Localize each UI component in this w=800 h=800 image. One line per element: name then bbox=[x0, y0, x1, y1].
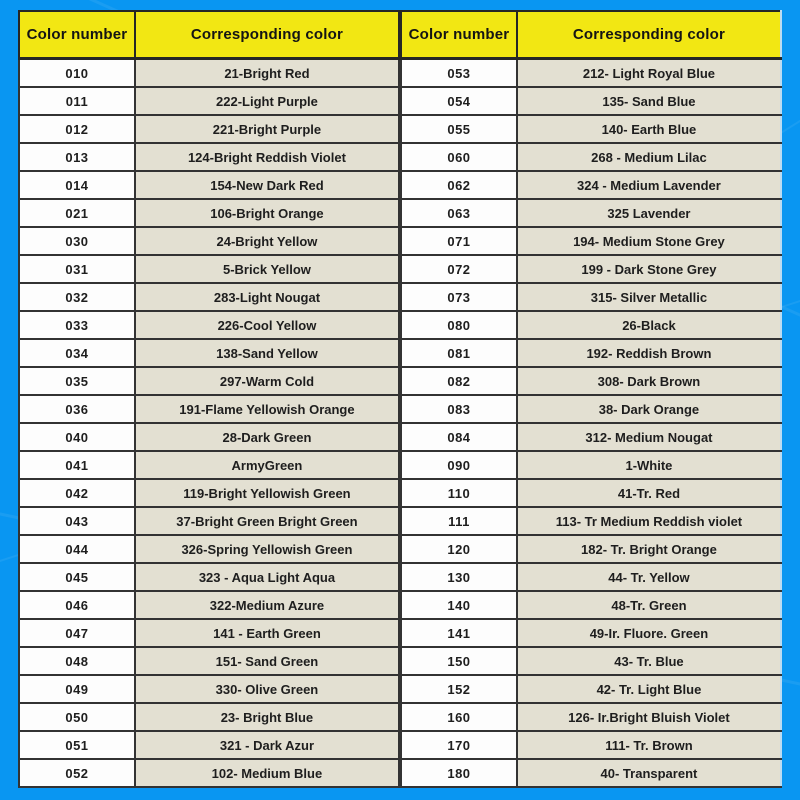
color-number-cell: 111 bbox=[401, 507, 517, 535]
color-number-cell: 030 bbox=[19, 227, 135, 255]
color-number-cell: 150 bbox=[401, 647, 517, 675]
corresponding-color-cell: 199 - Dark Stone Grey bbox=[517, 255, 781, 283]
corresponding-color-cell: 24-Bright Yellow bbox=[135, 227, 399, 255]
table-row bbox=[401, 311, 781, 339]
table-row bbox=[19, 535, 399, 563]
table-row bbox=[19, 451, 399, 479]
corresponding-color-cell: 44- Tr. Yellow bbox=[517, 563, 781, 591]
color-number-cell: 060 bbox=[401, 143, 517, 171]
table-row bbox=[19, 171, 399, 199]
table-row bbox=[401, 227, 781, 255]
table-row bbox=[401, 479, 781, 507]
corresponding-color-cell: 138-Sand Yellow bbox=[135, 339, 399, 367]
color-number-cell: 084 bbox=[401, 423, 517, 451]
corresponding-color-cell: 297-Warm Cold bbox=[135, 367, 399, 395]
color-number-cell: 041 bbox=[19, 451, 135, 479]
color-conversion-tables bbox=[18, 10, 782, 788]
color-number-cell: 045 bbox=[19, 563, 135, 591]
corresponding-color-cell: 40- Transparent bbox=[517, 759, 781, 787]
color-number-cell: 031 bbox=[19, 255, 135, 283]
table-row bbox=[19, 563, 399, 591]
table-header-row bbox=[19, 11, 399, 59]
table-row bbox=[401, 171, 781, 199]
table-row bbox=[401, 423, 781, 451]
corresponding-color-cell: 323 - Aqua Light Aqua bbox=[135, 563, 399, 591]
color-number-cell: 110 bbox=[401, 479, 517, 507]
table-row bbox=[401, 59, 781, 88]
table-row bbox=[401, 731, 781, 759]
table-row bbox=[401, 143, 781, 171]
corresponding-color-cell: 23- Bright Blue bbox=[135, 703, 399, 731]
corresponding-color-cell: 106-Bright Orange bbox=[135, 199, 399, 227]
table-row bbox=[19, 703, 399, 731]
table-row bbox=[401, 563, 781, 591]
color-number-cell: 043 bbox=[19, 507, 135, 535]
table-row bbox=[19, 423, 399, 451]
table-row bbox=[19, 227, 399, 255]
corresponding-color-cell: 325 Lavender bbox=[517, 199, 781, 227]
table-row bbox=[19, 367, 399, 395]
table-row bbox=[401, 591, 781, 619]
corresponding-color-cell: 42- Tr. Light Blue bbox=[517, 675, 781, 703]
color-number-cell: 170 bbox=[401, 731, 517, 759]
corresponding-color-cell: 312- Medium Nougat bbox=[517, 423, 781, 451]
table-row bbox=[19, 311, 399, 339]
corresponding-color-cell: 283-Light Nougat bbox=[135, 283, 399, 311]
color-number-cell: 081 bbox=[401, 339, 517, 367]
corresponding-color-cell: 113- Tr Medium Reddish violet bbox=[517, 507, 781, 535]
corresponding-color-cell: 102- Medium Blue bbox=[135, 759, 399, 787]
corresponding-color-cell: 154-New Dark Red bbox=[135, 171, 399, 199]
color-number-cell: 072 bbox=[401, 255, 517, 283]
table-row bbox=[19, 283, 399, 311]
table-row bbox=[19, 255, 399, 283]
corresponding-color-cell: 135- Sand Blue bbox=[517, 87, 781, 115]
corresponding-color-cell: 194- Medium Stone Grey bbox=[517, 227, 781, 255]
table-row bbox=[19, 619, 399, 647]
table-row bbox=[19, 143, 399, 171]
table-row bbox=[401, 507, 781, 535]
color-number-cell: 090 bbox=[401, 451, 517, 479]
corresponding-color-cell: 268 - Medium Lilac bbox=[517, 143, 781, 171]
table-row bbox=[401, 339, 781, 367]
table-row bbox=[401, 451, 781, 479]
corresponding-color-cell: 315- Silver Metallic bbox=[517, 283, 781, 311]
column-header-corresponding-color: Corresponding color bbox=[135, 11, 399, 59]
color-number-cell: 160 bbox=[401, 703, 517, 731]
table-row bbox=[401, 647, 781, 675]
color-number-cell: 049 bbox=[19, 675, 135, 703]
color-number-cell: 042 bbox=[19, 479, 135, 507]
corresponding-color-cell: 322-Medium Azure bbox=[135, 591, 399, 619]
table-row bbox=[19, 731, 399, 759]
corresponding-color-cell: 222-Light Purple bbox=[135, 87, 399, 115]
table-row bbox=[19, 115, 399, 143]
table-row bbox=[401, 283, 781, 311]
corresponding-color-cell: 182- Tr. Bright Orange bbox=[517, 535, 781, 563]
color-table-left bbox=[18, 10, 400, 788]
corresponding-color-cell: 48-Tr. Green bbox=[517, 591, 781, 619]
color-number-cell: 011 bbox=[19, 87, 135, 115]
table-row bbox=[19, 759, 399, 787]
color-number-cell: 053 bbox=[401, 59, 517, 88]
table-row bbox=[401, 675, 781, 703]
corresponding-color-cell: ArmyGreen bbox=[135, 451, 399, 479]
corresponding-color-cell: 21-Bright Red bbox=[135, 59, 399, 88]
corresponding-color-cell: 221-Bright Purple bbox=[135, 115, 399, 143]
corresponding-color-cell: 111- Tr. Brown bbox=[517, 731, 781, 759]
column-header-color-number: Color number bbox=[401, 11, 517, 59]
color-number-cell: 063 bbox=[401, 199, 517, 227]
corresponding-color-cell: 119-Bright Yellowish Green bbox=[135, 479, 399, 507]
color-number-cell: 071 bbox=[401, 227, 517, 255]
color-number-cell: 035 bbox=[19, 367, 135, 395]
column-header-corresponding-color: Corresponding color bbox=[517, 11, 781, 59]
color-number-cell: 050 bbox=[19, 703, 135, 731]
color-number-cell: 012 bbox=[19, 115, 135, 143]
corresponding-color-cell: 38- Dark Orange bbox=[517, 395, 781, 423]
color-number-cell: 055 bbox=[401, 115, 517, 143]
color-number-cell: 054 bbox=[401, 87, 517, 115]
color-number-cell: 010 bbox=[19, 59, 135, 88]
color-number-cell: 120 bbox=[401, 535, 517, 563]
corresponding-color-cell: 330- Olive Green bbox=[135, 675, 399, 703]
color-number-cell: 062 bbox=[401, 171, 517, 199]
table-row bbox=[401, 367, 781, 395]
corresponding-color-cell: 308- Dark Brown bbox=[517, 367, 781, 395]
color-number-cell: 036 bbox=[19, 395, 135, 423]
corresponding-color-cell: 324 - Medium Lavender bbox=[517, 171, 781, 199]
table-row bbox=[401, 199, 781, 227]
color-number-cell: 046 bbox=[19, 591, 135, 619]
color-number-cell: 140 bbox=[401, 591, 517, 619]
color-number-cell: 034 bbox=[19, 339, 135, 367]
color-number-cell: 014 bbox=[19, 171, 135, 199]
corresponding-color-cell: 5-Brick Yellow bbox=[135, 255, 399, 283]
color-number-cell: 051 bbox=[19, 731, 135, 759]
table-header-row bbox=[401, 11, 781, 59]
table-row bbox=[401, 395, 781, 423]
table-row bbox=[19, 59, 399, 88]
table-row bbox=[401, 703, 781, 731]
corresponding-color-cell: 191-Flame Yellowish Orange bbox=[135, 395, 399, 423]
corresponding-color-cell: 26-Black bbox=[517, 311, 781, 339]
color-number-cell: 083 bbox=[401, 395, 517, 423]
color-number-cell: 021 bbox=[19, 199, 135, 227]
table-row bbox=[19, 339, 399, 367]
table-row bbox=[19, 675, 399, 703]
color-number-cell: 044 bbox=[19, 535, 135, 563]
corresponding-color-cell: 321 - Dark Azur bbox=[135, 731, 399, 759]
color-number-cell: 013 bbox=[19, 143, 135, 171]
color-number-cell: 082 bbox=[401, 367, 517, 395]
corresponding-color-cell: 226-Cool Yellow bbox=[135, 311, 399, 339]
table-row bbox=[19, 395, 399, 423]
corresponding-color-cell: 151- Sand Green bbox=[135, 647, 399, 675]
column-header-color-number: Color number bbox=[19, 11, 135, 59]
table-row bbox=[19, 479, 399, 507]
color-number-cell: 130 bbox=[401, 563, 517, 591]
table-row bbox=[401, 255, 781, 283]
corresponding-color-cell: 43- Tr. Blue bbox=[517, 647, 781, 675]
table-row bbox=[19, 87, 399, 115]
color-number-cell: 080 bbox=[401, 311, 517, 339]
table-row bbox=[401, 759, 781, 787]
corresponding-color-cell: 326-Spring Yellowish Green bbox=[135, 535, 399, 563]
color-number-cell: 048 bbox=[19, 647, 135, 675]
table-row bbox=[19, 507, 399, 535]
corresponding-color-cell: 41-Tr. Red bbox=[517, 479, 781, 507]
corresponding-color-cell: 28-Dark Green bbox=[135, 423, 399, 451]
corresponding-color-cell: 126- Ir.Bright Bluish Violet bbox=[517, 703, 781, 731]
corresponding-color-cell: 141 - Earth Green bbox=[135, 619, 399, 647]
corresponding-color-cell: 192- Reddish Brown bbox=[517, 339, 781, 367]
color-number-cell: 141 bbox=[401, 619, 517, 647]
table-row bbox=[401, 115, 781, 143]
color-number-cell: 033 bbox=[19, 311, 135, 339]
corresponding-color-cell: 1-White bbox=[517, 451, 781, 479]
color-table-right bbox=[400, 10, 782, 788]
table-row bbox=[401, 535, 781, 563]
color-number-cell: 040 bbox=[19, 423, 135, 451]
color-number-cell: 032 bbox=[19, 283, 135, 311]
corresponding-color-cell: 37-Bright Green Bright Green bbox=[135, 507, 399, 535]
color-number-cell: 180 bbox=[401, 759, 517, 787]
table-row bbox=[19, 647, 399, 675]
color-number-cell: 073 bbox=[401, 283, 517, 311]
corresponding-color-cell: 49-Ir. Fluore. Green bbox=[517, 619, 781, 647]
corresponding-color-cell: 124-Bright Reddish Violet bbox=[135, 143, 399, 171]
table-row bbox=[19, 591, 399, 619]
table-row bbox=[401, 619, 781, 647]
color-number-cell: 047 bbox=[19, 619, 135, 647]
table-row bbox=[401, 87, 781, 115]
table-row bbox=[19, 199, 399, 227]
color-number-cell: 052 bbox=[19, 759, 135, 787]
corresponding-color-cell: 212- Light Royal Blue bbox=[517, 59, 781, 88]
color-number-cell: 152 bbox=[401, 675, 517, 703]
corresponding-color-cell: 140- Earth Blue bbox=[517, 115, 781, 143]
